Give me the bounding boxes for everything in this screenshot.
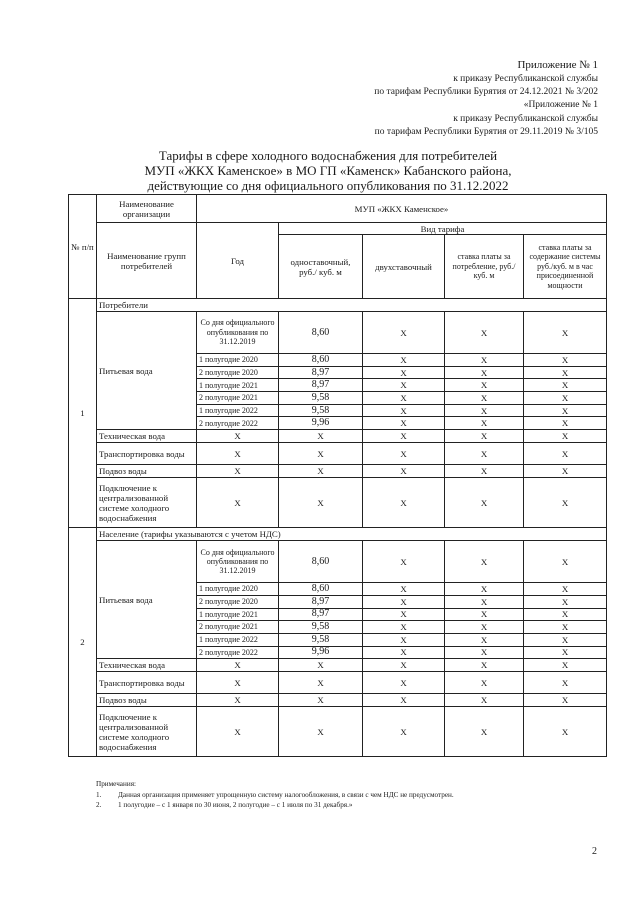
appendix-title: Приложение № 1 [517, 59, 598, 71]
x-mark: Х [363, 672, 445, 694]
col-type-header: Вид тарифа [279, 223, 607, 235]
x-mark: Х [445, 392, 524, 405]
col-capacity-header: ставка платы за содержание системы руб./куб. м в час присоединенной мощности [524, 235, 607, 299]
x-mark: Х [363, 541, 445, 583]
x-mark: Х [279, 465, 363, 478]
consumer-group: Подключение к централизованной системе холодного водоснабжения [97, 707, 197, 757]
note-number: 2. [96, 801, 102, 809]
x-mark: Х [524, 633, 607, 646]
x-mark: Х [445, 354, 524, 367]
one-rate-value: 8,97 [279, 366, 363, 379]
one-rate-value: 9,58 [279, 392, 363, 405]
period-cell: 1 полугодие 2022 [197, 404, 279, 417]
x-mark: Х [524, 392, 607, 405]
x-mark: Х [363, 478, 445, 528]
x-mark: Х [363, 633, 445, 646]
x-mark: Х [445, 417, 524, 430]
note-item [96, 800, 596, 811]
notes-title: Примечания: [96, 780, 136, 788]
x-mark: Х [524, 583, 607, 596]
table-row [69, 312, 607, 354]
section-title: Население (тарифы указываются с учетом НДС) [97, 528, 607, 541]
x-mark: Х [524, 354, 607, 367]
x-mark: Х [524, 366, 607, 379]
x-mark: Х [279, 672, 363, 694]
note-text: 1 полугодие – с 1 января по 30 июня, 2 полугодие – с 1 июля по 31 декабря.» [118, 801, 353, 809]
x-mark: Х [363, 646, 445, 659]
table-row [69, 694, 607, 707]
period-cell: 2 полугодие 2022 [197, 646, 279, 659]
x-mark: Х [524, 621, 607, 634]
table-row [69, 478, 607, 528]
x-mark: Х [445, 633, 524, 646]
x-mark: Х [363, 608, 445, 621]
period-cell: 2 полугодие 2020 [197, 366, 279, 379]
x-mark: Х [279, 707, 363, 757]
x-mark: Х [445, 659, 524, 672]
table-header-row [69, 195, 607, 223]
title-line: действующие со дня официального опубликования по 31.12.2022 [147, 178, 509, 193]
header-line: к приказу Республиканской службы [453, 74, 598, 84]
x-mark: Х [524, 541, 607, 583]
title-line: МУП «ЖКХ Каменское» в МО ГП «Каменск» Кабанского района, [144, 163, 512, 178]
col-two-rate-header: двухставочный [363, 235, 445, 299]
x-mark: Х [445, 646, 524, 659]
x-mark: Х [524, 672, 607, 694]
col-number-header: № п/п [69, 195, 97, 299]
table-row [69, 443, 607, 465]
x-mark: Х [445, 672, 524, 694]
x-mark: Х [363, 417, 445, 430]
period-cell: 2 полугодие 2022 [197, 417, 279, 430]
x-mark: Х [363, 443, 445, 465]
x-mark: Х [363, 694, 445, 707]
table-row [69, 672, 607, 694]
x-mark: Х [363, 595, 445, 608]
header-line: по тарифам Республики Бурятия от 24.12.2021 № 3/202 [374, 87, 598, 98]
x-mark: Х [197, 465, 279, 478]
x-mark: Х [363, 354, 445, 367]
x-mark: Х [445, 541, 524, 583]
period-cell: 1 полугодие 2021 [197, 379, 279, 392]
x-mark: Х [197, 707, 279, 757]
one-rate-value: 8,97 [279, 379, 363, 392]
x-mark: Х [445, 608, 524, 621]
x-mark: Х [524, 312, 607, 354]
x-mark: Х [445, 694, 524, 707]
document-title [90, 148, 566, 193]
x-mark: Х [445, 366, 524, 379]
one-rate-value: 9,58 [279, 633, 363, 646]
period-cell: Со дня официального опубликования по 31.12.2019 [197, 312, 279, 354]
x-mark: Х [445, 478, 524, 528]
one-rate-value: 9,96 [279, 417, 363, 430]
section-title: Потребители [97, 299, 607, 312]
page-number: 2 [592, 846, 597, 857]
period-cell: 1 полугодие 2020 [197, 354, 279, 367]
one-rate-value: 9,96 [279, 646, 363, 659]
consumer-group: Транспортировка воды [97, 672, 197, 694]
table-row [69, 541, 607, 583]
consumer-group: Питьевая вода [97, 541, 197, 659]
x-mark: Х [363, 404, 445, 417]
section-number: 2 [69, 528, 97, 757]
x-mark: Х [363, 312, 445, 354]
x-mark: Х [524, 430, 607, 443]
col-org-header: Наименование организации [97, 195, 197, 223]
x-mark: Х [524, 646, 607, 659]
table-header-row [69, 223, 607, 235]
x-mark: Х [524, 659, 607, 672]
col-year-header: Год [197, 223, 279, 299]
x-mark: Х [524, 404, 607, 417]
one-rate-value: 8,97 [279, 608, 363, 621]
table-row [69, 430, 607, 443]
x-mark: Х [524, 608, 607, 621]
one-rate-value: 8,60 [279, 354, 363, 367]
one-rate-value: 8,60 [279, 583, 363, 596]
x-mark: Х [363, 379, 445, 392]
x-mark: Х [445, 312, 524, 354]
table-row [69, 465, 607, 478]
x-mark: Х [279, 694, 363, 707]
x-mark: Х [363, 392, 445, 405]
document-header [374, 58, 598, 139]
x-mark: Х [445, 379, 524, 392]
x-mark: Х [524, 379, 607, 392]
x-mark: Х [524, 707, 607, 757]
section-number: 1 [69, 299, 97, 528]
one-rate-value: 9,58 [279, 404, 363, 417]
period-cell: 1 полугодие 2022 [197, 633, 279, 646]
one-rate-value: 8,97 [279, 595, 363, 608]
x-mark: Х [279, 478, 363, 528]
x-mark: Х [524, 465, 607, 478]
consumer-group: Техническая вода [97, 659, 197, 672]
x-mark: Х [197, 659, 279, 672]
period-cell: 2 полугодие 2021 [197, 392, 279, 405]
x-mark: Х [279, 659, 363, 672]
x-mark: Х [363, 366, 445, 379]
one-rate-value: 8,60 [279, 541, 363, 583]
title-line: Тарифы в сфере холодного водоснабжения для потребителей [158, 148, 498, 163]
note-number: 1. [96, 790, 102, 799]
x-mark: Х [524, 417, 607, 430]
section-title-row [69, 528, 607, 541]
x-mark: Х [445, 465, 524, 478]
consumer-group: Подвоз воды [97, 465, 197, 478]
section-title-row [69, 299, 607, 312]
x-mark: Х [197, 430, 279, 443]
x-mark: Х [445, 707, 524, 757]
x-mark: Х [197, 443, 279, 465]
x-mark: Х [445, 430, 524, 443]
x-mark: Х [524, 443, 607, 465]
consumer-group: Подключение к централизованной системе холодного водоснабжения [97, 478, 197, 528]
tariff-table [68, 194, 607, 757]
x-mark: Х [445, 595, 524, 608]
table-row [69, 659, 607, 672]
x-mark: Х [363, 659, 445, 672]
notes [96, 779, 596, 811]
one-rate-value: 8,60 [279, 312, 363, 354]
x-mark: Х [445, 443, 524, 465]
x-mark: Х [197, 694, 279, 707]
x-mark: Х [445, 404, 524, 417]
header-line: по тарифам Республики Бурятия от 29.11.2019 № 3/105 [374, 126, 598, 137]
header-line: «Приложение № 1 [523, 100, 598, 111]
x-mark: Х [524, 478, 607, 528]
consumer-group: Питьевая вода [97, 312, 197, 430]
period-cell: 1 полугодие 2020 [197, 583, 279, 596]
x-mark: Х [445, 621, 524, 634]
x-mark: Х [363, 465, 445, 478]
period-cell: 2 полугодие 2020 [197, 595, 279, 608]
x-mark: Х [524, 595, 607, 608]
x-mark: Х [363, 430, 445, 443]
one-rate-value: 9,58 [279, 621, 363, 634]
col-consumption-header: ставка платы за потребление, руб./ куб. м [445, 235, 524, 299]
col-one-rate-header: одноставочный, руб./ куб. м [279, 235, 363, 299]
x-mark: Х [279, 443, 363, 465]
table-row [69, 707, 607, 757]
note-text: Данная организация применяет упрощенную систему налогообложения, в связи с чем НДС не предусмотрен. [118, 790, 454, 799]
consumer-group: Подвоз воды [97, 694, 197, 707]
x-mark: Х [363, 707, 445, 757]
consumer-group: Техническая вода [97, 430, 197, 443]
x-mark: Х [363, 621, 445, 634]
x-mark: Х [197, 672, 279, 694]
x-mark: Х [363, 583, 445, 596]
x-mark: Х [279, 430, 363, 443]
consumer-group: Транспортировка воды [97, 443, 197, 465]
period-cell: Со дня официального опубликования по 31.12.2019 [197, 541, 279, 583]
period-cell: 2 полугодие 2021 [197, 621, 279, 634]
header-line: к приказу Республиканской службы [453, 113, 598, 124]
period-cell: 1 полугодие 2021 [197, 608, 279, 621]
col-group-header: Наименование групп потребителей [97, 223, 197, 299]
x-mark: Х [197, 478, 279, 528]
x-mark: Х [524, 694, 607, 707]
note-item [96, 790, 596, 801]
x-mark: Х [445, 583, 524, 596]
org-name: МУП «ЖКХ Каменское» [197, 195, 607, 223]
table-body [69, 195, 607, 757]
